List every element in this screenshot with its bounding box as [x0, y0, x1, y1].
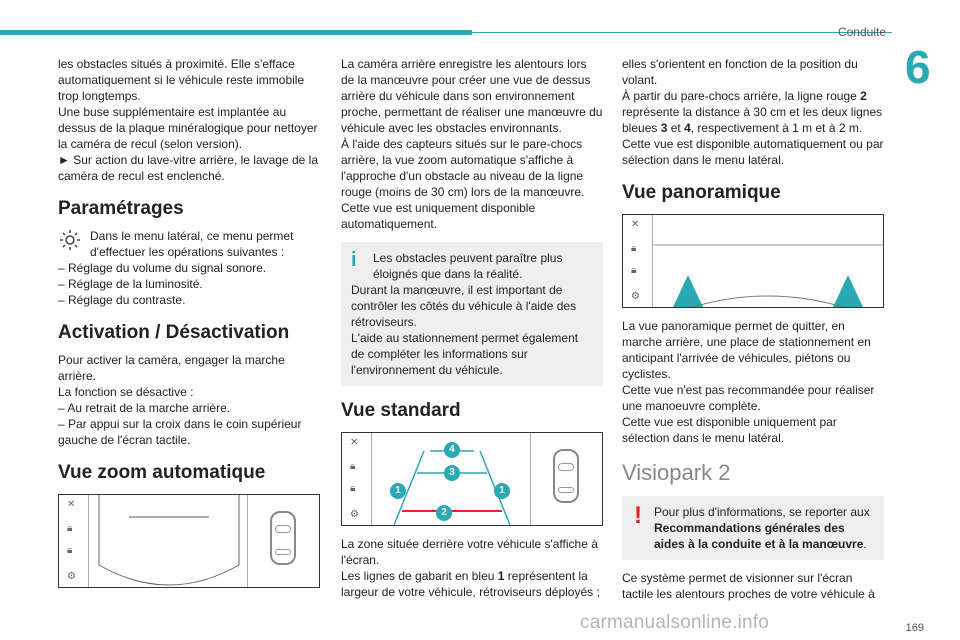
column-3	[622, 56, 884, 602]
header-accent-bar	[0, 30, 472, 35]
car-top-panel	[247, 495, 319, 587]
screen-side-menu	[342, 433, 372, 525]
car-top-icon	[553, 449, 579, 503]
gear-icon	[58, 228, 82, 260]
callout-badge: 2	[436, 505, 452, 521]
paragraph: Pour activer la caméra, engager la marche arrière.	[58, 353, 285, 383]
settings-icon: ⚙	[67, 571, 76, 582]
paragraph: La caméra arrière enregistre les alentours lors de la manœuvre pour créer une vue de dessus arrière du véhicule dans son environnement proche, permettant de réaliser une manœuvre du véhicule avec les obstacles environnants.	[341, 57, 603, 135]
paragraph: À partir du pare-chocs arrière, la ligne rouge 2 représente la distance à 30 cm et les deux lignes bleues 3 et 4, respectivement à 1 m et à 2 m.	[622, 89, 883, 135]
paragraph: Cette vue est disponible automatiquement ou par sélection dans le menu latéral.	[622, 137, 884, 167]
settings-icon: ⚙	[350, 509, 359, 520]
zoom-view-screen	[58, 494, 320, 588]
warning-text: Pour plus d'informations, se reporter aux Recommandations générales des aides à la conduite et à la manœuvre.	[654, 505, 870, 551]
paragraph: Les lignes de gabarit en bleu 1 représentent la largeur de votre véhicule, rétroviseurs déployés ;	[341, 569, 600, 599]
heading-visiopark: Visiopark 2	[622, 460, 731, 485]
lock-icon: 🔒︎	[350, 461, 356, 472]
paragraph: Ce système permet de visionner sur l'écran tactile les alentours proches de votre véhicule à	[622, 571, 875, 601]
car-top-panel	[530, 433, 602, 525]
paragraph: ► Sur action du lave-vitre arrière, le lavage de la caméra de recul est enclenché.	[58, 153, 319, 183]
info-text: L'aide au stationnement permet également de compléter les informations sur l'environnement du véhicule.	[351, 331, 579, 377]
info-text: Les obstacles peuvent paraître plus éloignés que dans la réalité.	[373, 251, 563, 281]
close-icon: ✕	[350, 437, 359, 448]
callout-badge: 3	[444, 465, 460, 481]
lock-icon: 🔒︎	[631, 265, 637, 276]
list-item: – Réglage de la luminosité.	[58, 277, 203, 291]
heading-standard: Vue standard	[341, 400, 461, 421]
paragraph: Cette vue est uniquement disponible automatiquement.	[341, 201, 536, 231]
lock-icon: 🔒︎	[67, 545, 73, 556]
paragraph: Une buse supplémentaire est implantée au dessus de la plaque minéralogique pour nettoyer la caméra de recul (selon version).	[58, 105, 318, 151]
callout-badge: 1	[390, 483, 406, 499]
list-item: – Réglage du volume du signal sonore.	[58, 261, 267, 275]
info-icon: i	[351, 249, 357, 271]
screen-side-menu	[59, 495, 89, 587]
list-item: – Par appui sur la croix dans le coin supérieur gauche de l'écran tactile.	[58, 417, 302, 447]
close-icon: ✕	[67, 499, 76, 510]
list-item: – Au retrait de la marche arrière.	[58, 401, 231, 415]
running-head: Conduite	[837, 25, 886, 39]
paragraph: elles s'orientent en fonction de la position du volant.	[622, 57, 858, 87]
lock-icon: 🔒︎	[67, 523, 73, 534]
list-item: – Réglage du contraste.	[58, 293, 186, 307]
paragraph: les obstacles situés à proximité. Elle s'efface automatiquement si le véhicule reste immobile trop longtemps.	[58, 57, 305, 103]
paragraph: Dans le menu latéral, ce menu permet d'effectuer les opérations suivantes :	[90, 229, 294, 259]
panoramic-view-screen	[622, 214, 884, 308]
paragraph: La vue panoramique permet de quitter, en marche arrière, une place de stationnement en anticipant l'arrivée de véhicules, piétons ou cyclistes.	[622, 319, 871, 381]
heading-zoom: Vue zoom automatique	[58, 462, 266, 483]
paragraph: Cette vue est disponible uniquement par sélection dans le menu latéral.	[622, 415, 837, 445]
screen-side-menu	[623, 215, 653, 307]
paragraph: Cette vue n'est pas recommandée pour réaliser une manoeuvre complète.	[622, 383, 875, 413]
chapter-number: 6	[905, 41, 931, 93]
column-2	[341, 56, 603, 600]
settings-intro	[58, 228, 320, 260]
standard-view-screen	[341, 432, 603, 526]
watermark: carmanualsonline.info	[580, 612, 770, 633]
car-top-icon	[270, 511, 296, 565]
zoom-camera-view	[89, 495, 249, 588]
close-icon: ✕	[631, 219, 640, 230]
warning-box	[622, 496, 884, 560]
info-box	[341, 242, 603, 386]
page-number: 169	[905, 622, 924, 634]
panoramic-camera-view	[653, 215, 883, 308]
heading-activation: Activation / Désactivation	[58, 322, 290, 343]
header-rule	[472, 32, 892, 33]
paragraph: À l'aide des capteurs situés sur le pare-chocs arrière, la vue zoom automatique s'affiche à l'approche d'un obstacle au niveau de la ligne rouge (moins de 30 cm) lors de la manœuvre.	[341, 137, 585, 199]
lock-icon: 🔒︎	[350, 483, 356, 494]
paragraph: La fonction se désactive :	[58, 385, 194, 399]
heading-panoramic: Vue panoramique	[622, 182, 781, 203]
lock-icon: 🔒︎	[631, 243, 637, 254]
callout-badge: 4	[444, 442, 460, 458]
callout-badge: 1	[494, 483, 510, 499]
column-1	[58, 56, 320, 588]
heading-settings: Paramétrages	[58, 198, 184, 219]
settings-icon: ⚙	[631, 291, 640, 302]
warning-icon: !	[634, 502, 642, 529]
info-text: Durant la manœuvre, il est important de contrôler les côtés du véhicule à l'aide des rétroviseurs.	[351, 283, 577, 329]
paragraph: La zone située derrière votre véhicule s'affiche à l'écran.	[341, 537, 598, 567]
